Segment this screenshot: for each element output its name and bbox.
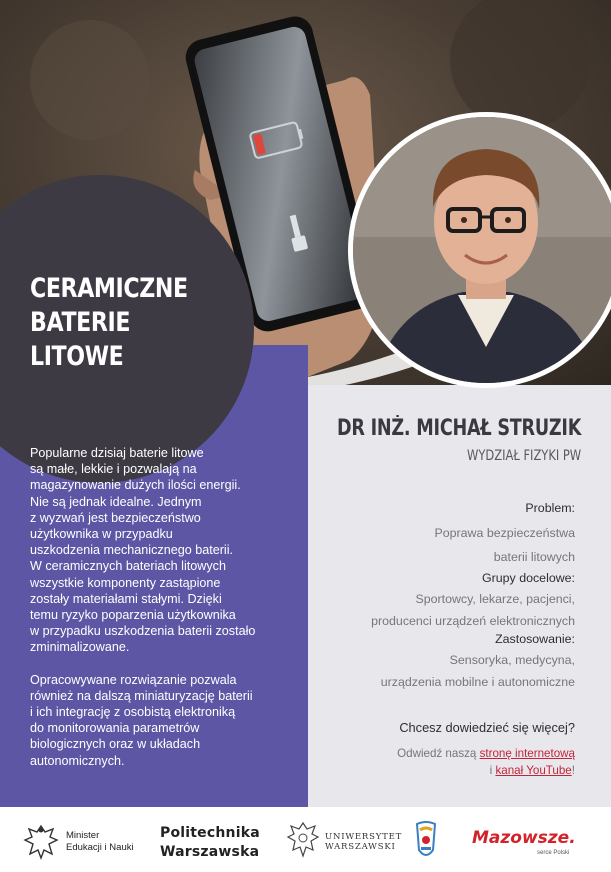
more-info-question: Chcesz dowiedzieć się więcej? <box>399 720 575 735</box>
politechnika-logo <box>160 824 260 862</box>
poster-title <box>30 272 210 374</box>
problem-line-2: baterii litowych <box>493 550 575 564</box>
campaign-badge-icon <box>413 820 439 862</box>
groups-line-2: producenci urządzeń elektronicznych <box>371 614 575 628</box>
groups-label: Grupy docelowe: <box>482 571 575 585</box>
usage-line-2: urządzenia mobilne i autonomiczne <box>380 675 575 689</box>
pw-line-2: Warszawska <box>160 844 260 860</box>
pw-line-1: Politechnika <box>160 825 260 841</box>
problem-line-1: Poprawa bezpieczeństwa <box>434 526 575 540</box>
youtube-link[interactable]: kanał YouTube <box>495 764 572 777</box>
polish-eagle-icon <box>22 822 60 862</box>
usage-line-1: Sensoryka, medycyna, <box>449 653 575 667</box>
groups-line-1: Sportowcy, lekarze, pacjenci, <box>415 592 575 606</box>
visit-and: i <box>489 764 496 777</box>
description <box>30 445 292 785</box>
sponsor-footer <box>0 808 611 872</box>
department: WYDZIAŁ FIZYKI PW <box>466 448 581 464</box>
title-line-1: CERAMICZNE <box>30 273 188 304</box>
university-logo-text <box>325 832 402 852</box>
visit-suffix: ! <box>571 764 575 777</box>
visit-links <box>325 745 575 779</box>
researcher-name: DR INŻ. MICHAŁ STRUZIK <box>336 416 581 441</box>
problem-label: Problem: <box>525 501 575 515</box>
ministry-line-2: Edukacji i Nauki <box>66 842 134 853</box>
ministry-line-1: Minister <box>66 830 100 841</box>
project-info <box>325 500 575 692</box>
description-paragraph-2: Opracowywane rozwiązanie pozwala również na dalszą miniaturyzację baterii i ich integrację z osobistą elektroniką do monitorowania parametrów biologicznych oraz w układach autonomicznych. <box>30 672 253 768</box>
university-crest-icon <box>285 820 321 862</box>
title-line-2: BATERIE LITOWE <box>30 307 131 372</box>
mazowsze-logo: Mazowsze. <box>472 828 576 848</box>
uw-line-1: UNIWERSYTET <box>325 832 403 842</box>
description-paragraph-1: Popularne dzisiaj baterie litowe są małe, lekkie i pozwalają na magazynowanie dużych ilości energii. Nie są jednak idealne. Jednym z wyzwań jest bezpieczeństwo użytkownika w przypadku uszkodzenia mechanicznego baterii. W ceramicznych bateriach litowych wszystkie komponenty zastąpione zostały materiałami stałymi. Dzięki temu ryzyko poparzenia użytkownika w przypadku uszkodzenia baterii zostało zminimalizowane. <box>30 446 256 655</box>
website-link[interactable]: stronę internetową <box>479 747 575 760</box>
uw-line-2: WARSZAWSKI <box>325 842 396 852</box>
ministry-logo-text <box>66 830 134 854</box>
portrait-photo <box>353 117 611 383</box>
visit-prefix: Odwiedź naszą <box>397 747 480 760</box>
mazowsze-tagline: serce Polski <box>537 850 570 856</box>
usage-label: Zastosowanie: <box>495 632 575 646</box>
